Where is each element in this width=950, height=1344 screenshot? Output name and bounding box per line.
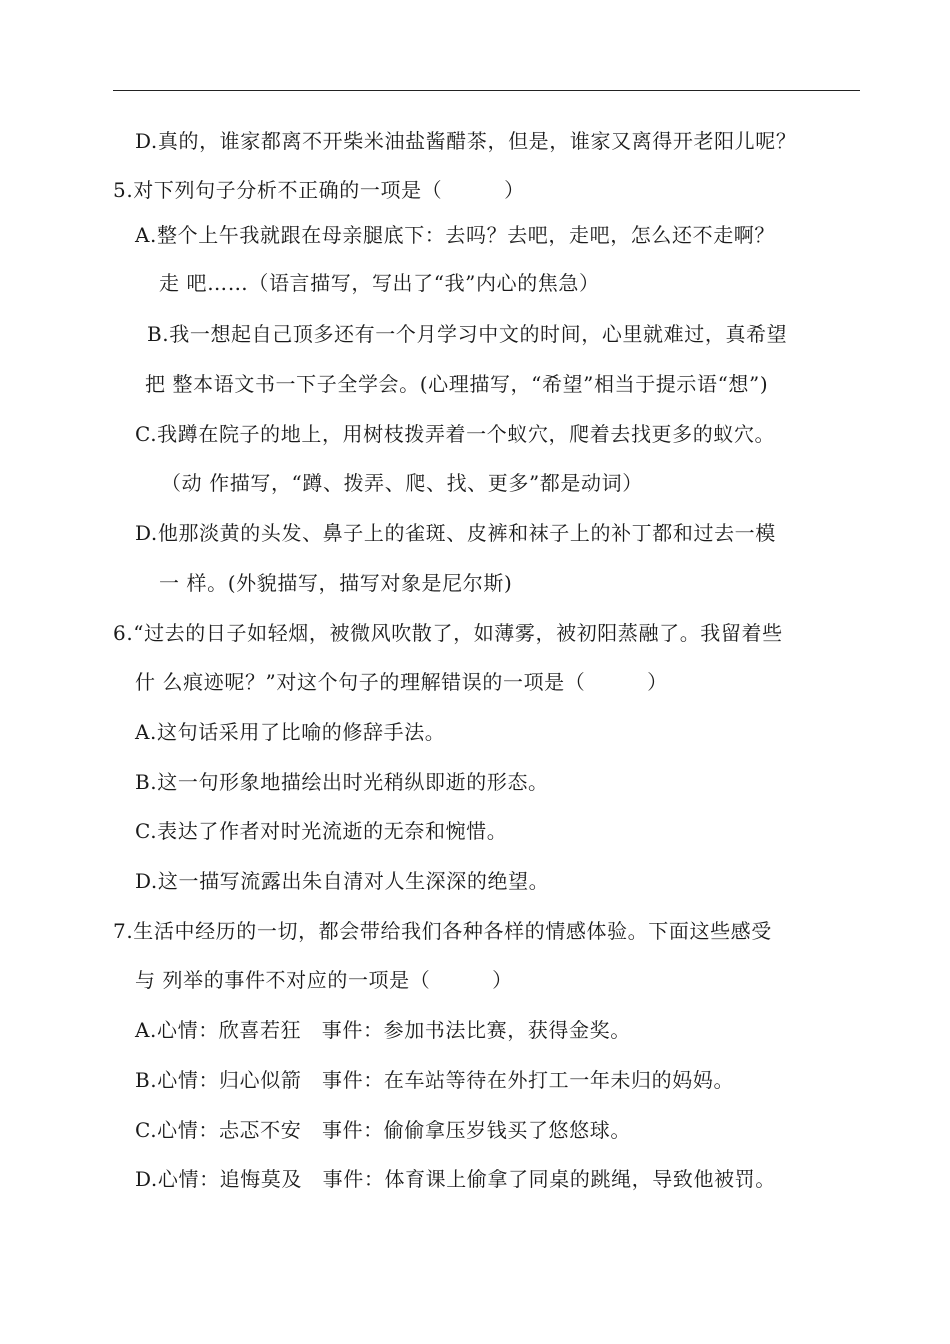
q6-option-c: C.表达了作者对时光流逝的无奈和惋惜。	[135, 819, 508, 843]
q5-option-d-line1: D.他那淡黄的头发、鼻子上的雀斑、皮裤和袜子上的补丁都和过去一模	[135, 521, 776, 545]
q5-option-a-line1: A.整个上午我就跟在母亲腿底下：去吗？去吧，走吧，怎么还不走啊？	[135, 223, 775, 247]
q5-option-b-line1: B.我一想起自己顶多还有一个月学习中文的时间，心里就难过，真希望	[147, 322, 788, 346]
q6-option-b: B.这一句形象地描绘出时光稍纵即逝的形态。	[135, 770, 549, 794]
q5-stem: 5.对下列句子分析不正确的一项是（ ）	[113, 178, 525, 202]
q6-stem-line2: 什 么痕迹呢？”对这个句子的理解错误的一项是（ ）	[135, 670, 668, 694]
q5-option-c-line2: （动 作描写，“蹲、拨弄、爬、找、更多”都是动词）	[161, 471, 643, 495]
header-rule	[113, 90, 860, 91]
q5-option-d-line2: 一 样。(外貌描写，描写对象是尼尔斯)	[159, 571, 513, 595]
q7-option-b: B.心情：归心似箭 事件：在车站等待在外打工一年未归的妈妈。	[135, 1068, 735, 1092]
q6-option-a: A.这句话采用了比喻的修辞手法。	[135, 720, 446, 744]
q7-stem-line1: 7.生活中经历的一切，都会带给我们各种各样的情感体验。下面这些感受	[113, 919, 772, 943]
q7-stem-line2: 与 列举的事件不对应的一项是（ ）	[135, 968, 513, 992]
q5-option-c-line1: C.我蹲在院子的地上，用树枝拨弄着一个蚁穴，爬着去找更多的蚁穴。	[135, 422, 776, 446]
q5-option-b-line2: 把 整本语文书一下子全学会。(心理描写，“希望”相当于提示语“想”)	[145, 372, 769, 396]
q6-stem-line1: 6.“过去的日子如轻烟，被微风吹散了，如薄雾，被初阳蒸融了。我留着些	[113, 621, 783, 645]
q6-option-d: D.这一描写流露出朱自清对人生深深的绝望。	[135, 869, 550, 893]
q7-option-a: A.心情：欣喜若狂 事件：参加书法比赛，获得金奖。	[135, 1018, 631, 1042]
q7-option-c: C.心情：忐忑不安 事件：偷偷拿压岁钱买了悠悠球。	[135, 1118, 631, 1142]
q4-option-d: D.真的，谁家都离不开柴米油盐酱醋茶，但是，谁家又离得开老阳儿呢？	[135, 129, 797, 153]
q5-option-a-line2: 走 吧……（语言描写，写出了“我”内心的焦急）	[159, 271, 600, 295]
q7-option-d: D.心情：追悔莫及 事件：体育课上偷拿了同桌的跳绳，导致他被罚。	[135, 1167, 776, 1191]
